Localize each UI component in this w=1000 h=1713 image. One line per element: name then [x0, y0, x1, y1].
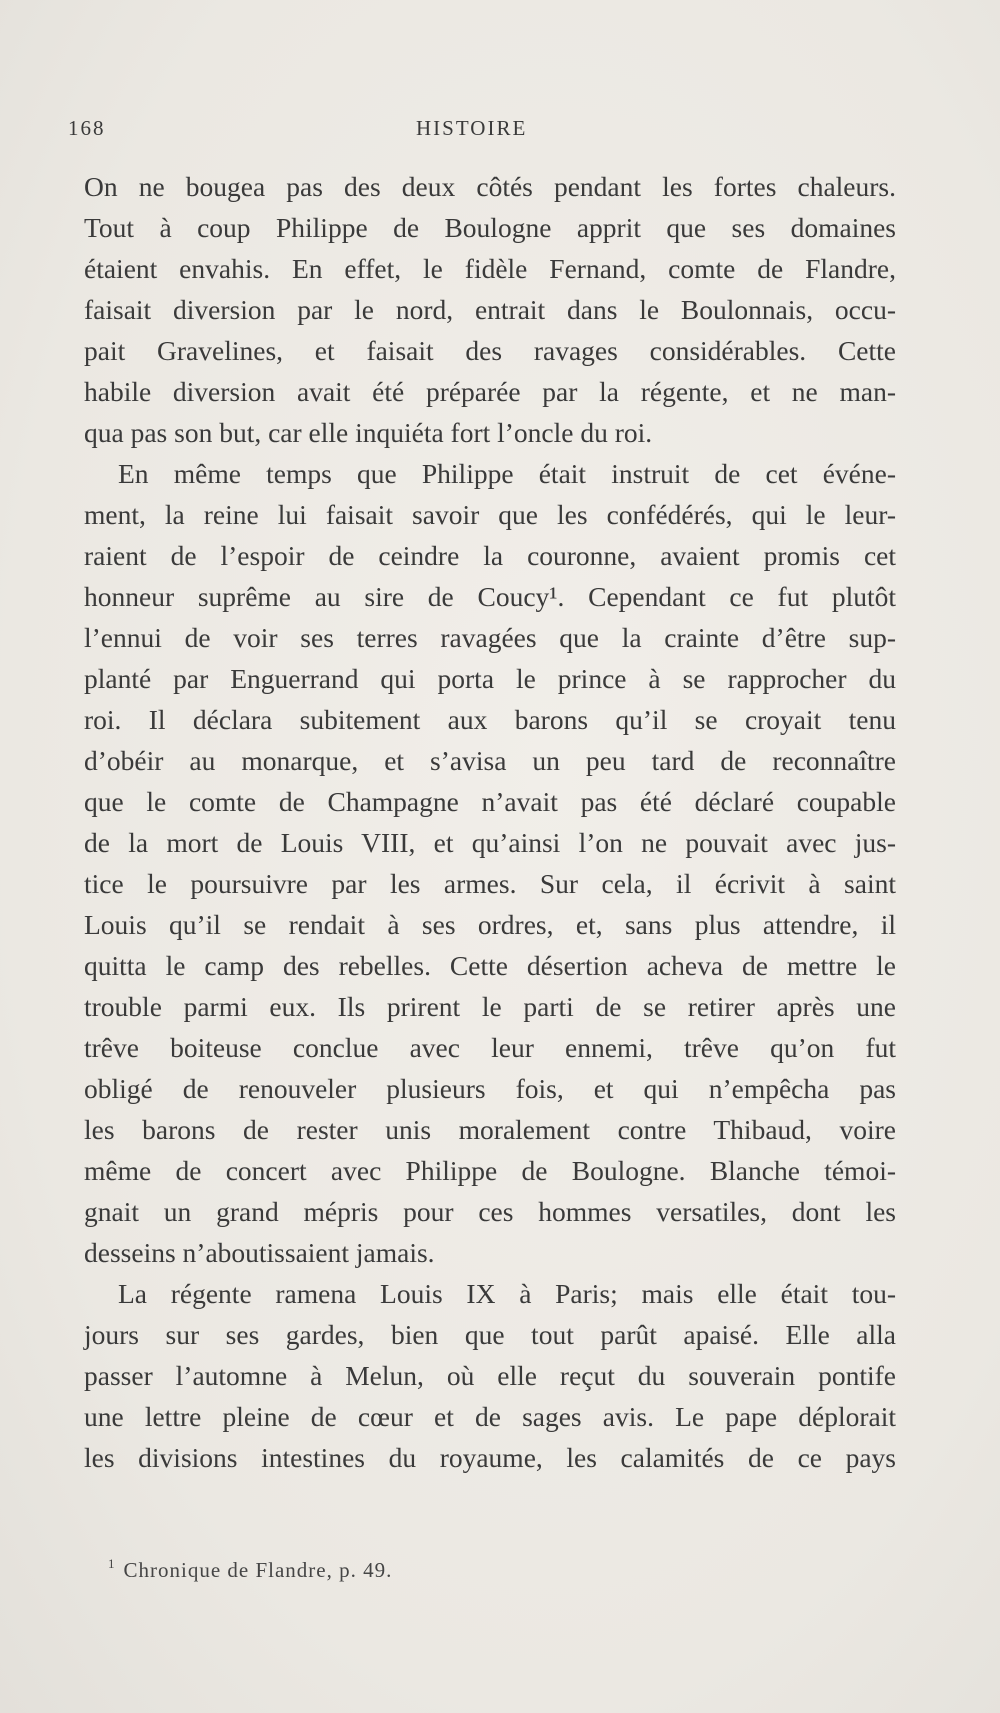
- running-title: HISTOIRE: [416, 116, 528, 140]
- text-line: même de concert avec Philippe de Boulogne. Blanche témoi-: [84, 1155, 896, 1186]
- text-line: qua pas son but, car elle inquiéta fort l’oncle du roi.: [84, 417, 653, 448]
- text-line: ment, la reine lui faisait savoir que les confédérés, qui le leur-: [84, 499, 896, 530]
- text-line: jours sur ses gardes, bien que tout parût apaisé. Elle alla: [84, 1319, 896, 1350]
- text-line: trêve boiteuse conclue avec leur ennemi, trêve qu’on fut: [84, 1032, 896, 1063]
- text-line: pait Gravelines, et faisait des ravages considérables. Cette: [84, 335, 896, 366]
- text-line: trouble parmi eux. Ils prirent le parti de se retirer après une: [84, 991, 896, 1022]
- footnote: [108, 1556, 392, 1583]
- footnote-text: Chronique de Flandre, p. 49.: [123, 1558, 393, 1582]
- text-line: l’ennui de voir ses terres ravagées que la crainte d’être sup-: [84, 622, 896, 653]
- running-head: [68, 116, 900, 150]
- text-line: une lettre pleine de cœur et de sages avis. Le pape déplorait: [84, 1401, 896, 1432]
- text-line: raient de l’espoir de ceindre la couronne, avaient promis cet: [84, 540, 896, 571]
- text-line: d’obéir au monarque, et s’avisa un peu tard de reconnaître: [84, 745, 896, 776]
- text-line: En même temps que Philippe était instruit de cet événe-: [118, 458, 896, 489]
- text-line: Tout à coup Philippe de Boulogne apprit que ses domaines: [84, 212, 896, 243]
- text-line: quitta le camp des rebelles. Cette désertion acheva de mettre le: [84, 950, 896, 981]
- text-line: obligé de renouveler plusieurs fois, et qui n’empêcha pas: [84, 1073, 896, 1104]
- text-line: les divisions intestines du royaume, les calamités de ce pays: [84, 1442, 896, 1473]
- text-line: gnait un grand mépris pour ces hommes versatiles, dont les: [84, 1196, 896, 1227]
- text-line: faisait diversion par le nord, entrait dans le Boulonnais, occu-: [84, 294, 896, 325]
- text-line: les barons de rester unis moralement contre Thibaud, voire: [84, 1114, 896, 1145]
- text-line: La régente ramena Louis IX à Paris; mais elle était tou-: [118, 1278, 896, 1309]
- body-text: [84, 166, 896, 1478]
- text-line: étaient envahis. En effet, le fidèle Fernand, comte de Flandre,: [84, 253, 896, 284]
- text-line: tice le poursuivre par les armes. Sur cela, il écrivit à saint: [84, 868, 896, 899]
- text-line: desseins n’aboutissaient jamais.: [84, 1237, 435, 1268]
- text-line: honneur suprême au sire de Coucy¹. Cependant ce fut plutôt: [84, 581, 896, 612]
- text-line: que le comte de Champagne n’avait pas été déclaré coupable: [84, 786, 896, 817]
- text-line: planté par Enguerrand qui porta le prince à se rapprocher du: [84, 663, 896, 694]
- text-line: Louis qu’il se rendait à ses ordres, et, sans plus attendre, il: [84, 909, 896, 940]
- footnote-marker: 1: [108, 1556, 116, 1571]
- page-number: 168: [68, 116, 106, 140]
- text-line: On ne bougea pas des deux côtés pendant les fortes chaleurs.: [84, 171, 896, 202]
- text-line: habile diversion avait été préparée par la régente, et ne man-: [84, 376, 896, 407]
- text-line: passer l’automne à Melun, où elle reçut du souverain pontife: [84, 1360, 896, 1391]
- text-line: roi. Il déclara subitement aux barons qu’il se croyait tenu: [84, 704, 896, 735]
- text-line: de la mort de Louis VIII, et qu’ainsi l’on ne pouvait avec jus-: [84, 827, 896, 858]
